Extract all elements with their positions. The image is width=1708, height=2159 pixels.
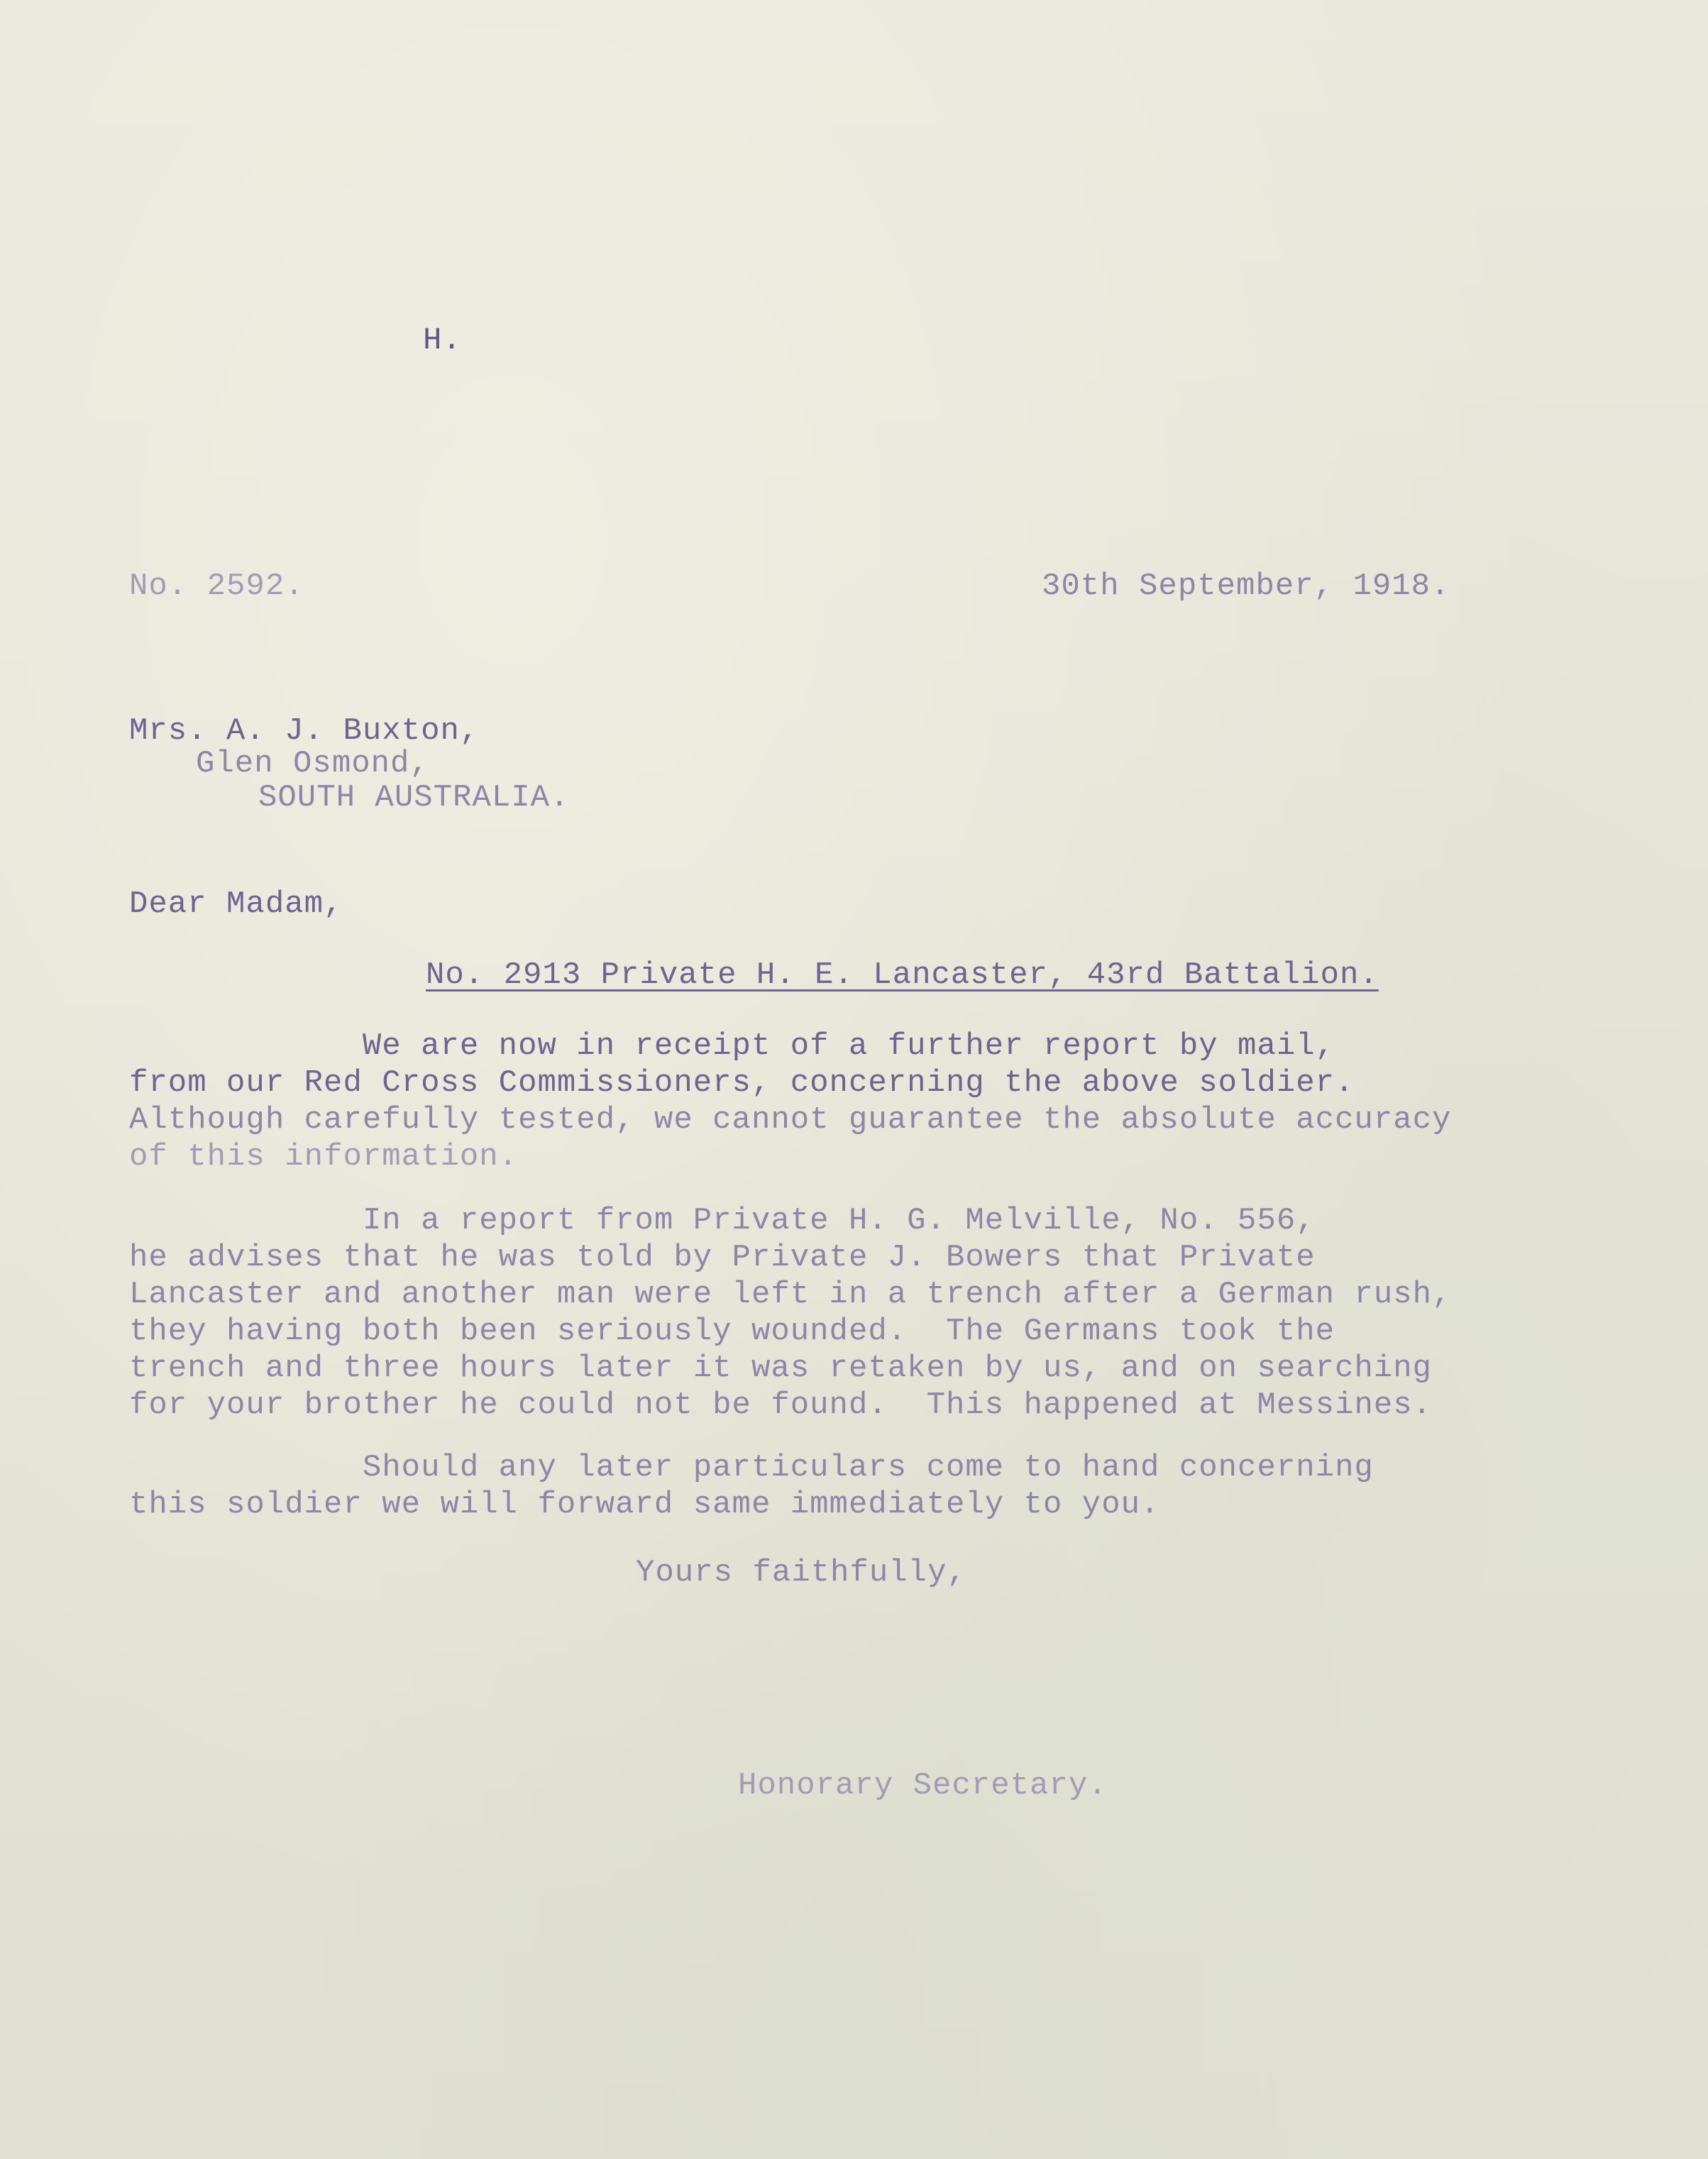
paragraph-2-line: In a report from Private H. G. Melville, No. 556, (129, 1203, 1316, 1238)
salutation: Dear Madam, (129, 886, 343, 922)
paragraph-2-line: Lancaster and another man were left in a trench after a German rush, (129, 1277, 1452, 1312)
paragraph-1-line: of this information. (129, 1139, 519, 1175)
paragraph-1-line: We are now in receipt of a further report by mail, (129, 1028, 1335, 1064)
address-line-state: SOUTH AUSTRALIA. (258, 780, 570, 815)
address-line-name: Mrs. A. J. Buxton, (129, 713, 480, 749)
address-line-locality: Glen Osmond, (196, 746, 429, 781)
subject-line: No. 2913 Private H. E. Lancaster, 43rd Battalion. (426, 957, 1379, 993)
paragraph-1 (129, 1028, 1452, 1175)
paragraph-2-line: he advises that he was told by Private J. Bowers that Private (129, 1240, 1316, 1275)
reference-number: No. 2592. (129, 568, 304, 604)
paragraph-2 (129, 1202, 1452, 1424)
paragraph-2-line: trench and three hours later it was retaken by us, and on searching (129, 1351, 1433, 1386)
paragraph-3 (129, 1449, 1374, 1523)
paragraph-3-line: this soldier we will forward same immediately to you. (129, 1487, 1160, 1522)
closing: Yours faithfully, (636, 1555, 966, 1591)
paragraph-2-line: for your brother he could not be found. This happened at Messines. (129, 1388, 1433, 1423)
file-mark: H. (423, 323, 462, 358)
paragraph-2-line: they having both been seriously wounded. The Germans took the (129, 1314, 1335, 1349)
signature-title: Honorary Secretary. (738, 1768, 1108, 1803)
letter-date: 30th September, 1918. (1042, 568, 1450, 604)
paragraph-3-line: Should any later particulars come to hand concerning (129, 1450, 1374, 1485)
paragraph-1-line: Although carefully tested, we cannot guarantee the absolute accuracy (129, 1102, 1452, 1138)
paragraph-1-line: from our Red Cross Commissioners, concerning the above soldier. (129, 1065, 1355, 1101)
